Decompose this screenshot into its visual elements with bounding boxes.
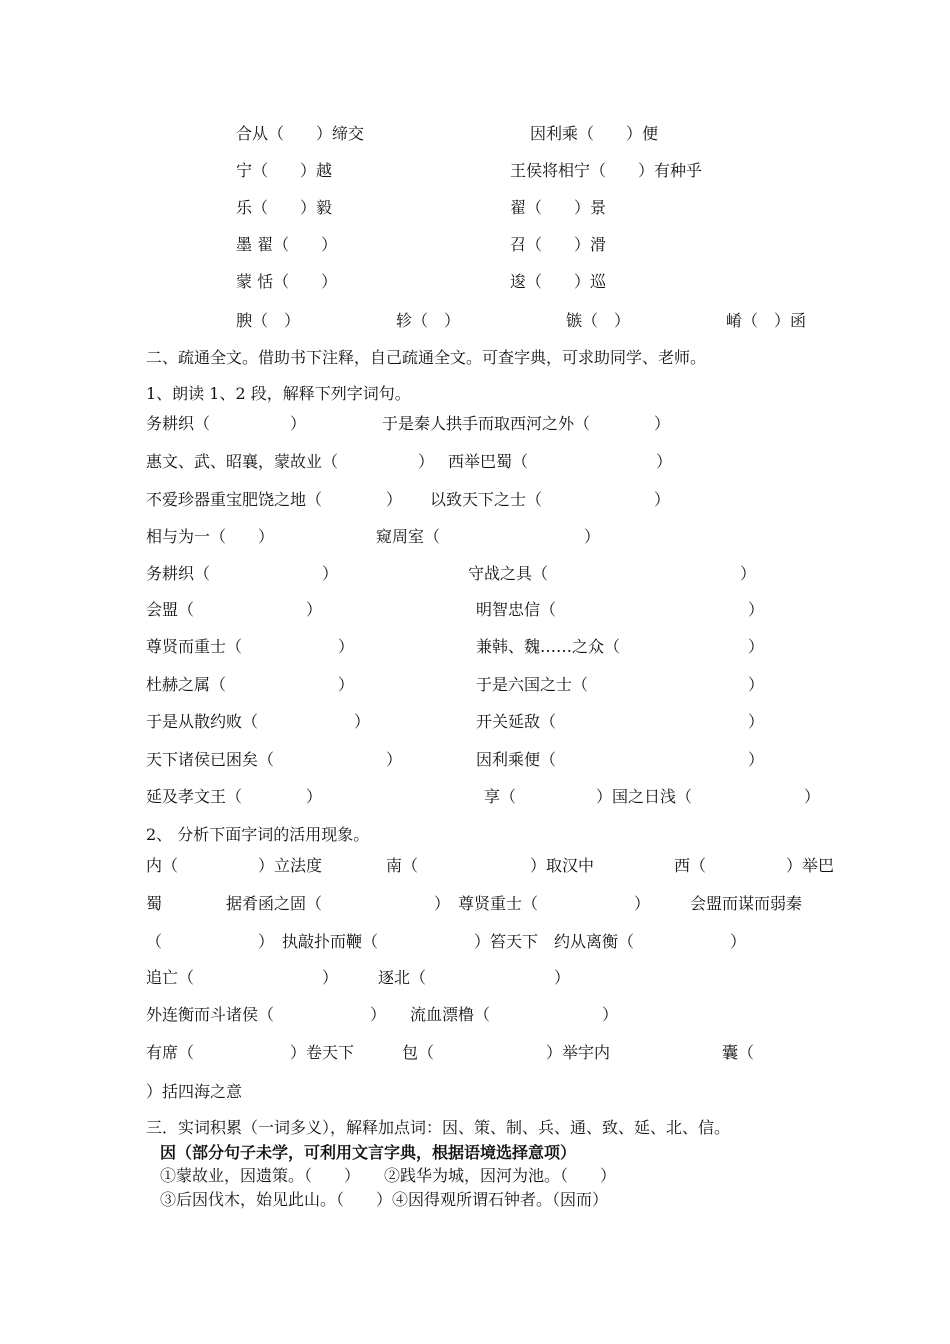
phrase-item: 窥周室（ ） [376, 527, 601, 546]
word-item: 因利乘（ ）便 [530, 124, 659, 143]
word-item: 墨 翟（ ） [236, 235, 338, 254]
phrase-item: 务耕织（ ） [146, 564, 339, 583]
phrase-item: 于是六国之士（ ） [476, 675, 765, 694]
usage-line: 有席（ ）卷天下 包（ ）举宇内 囊（ [146, 1043, 755, 1062]
word-item: 王侯将相宁（ ）有种乎 [510, 161, 703, 180]
phrase-item: 因利乘便（ ） [476, 750, 765, 769]
exercise-line: ③后因伐木，始见此山。（ ）④因得观所谓石钟者。（因而） [160, 1190, 609, 1209]
word-item: 镞（ ） [566, 311, 631, 330]
phrase-item: 务耕织（ ） [146, 414, 307, 433]
phrase-item: 守战之具（ ） [468, 564, 757, 583]
phrase-item: 明智忠信（ ） [476, 600, 765, 619]
phrase-item: 西举巴蜀（ ） [448, 452, 673, 471]
word-item: 翟（ ）景 [510, 198, 607, 217]
word-item: 合从（ ）缔交 [236, 124, 365, 143]
phrase-item: 会盟（ ） [146, 600, 323, 619]
usage-line: 蜀 据肴函之固（ ） 尊贤重士（ ） 会盟而谋而弱秦 [146, 894, 803, 913]
word-item: 腴（ ） [236, 311, 301, 330]
usage-line: ）括四海之意 [146, 1082, 243, 1101]
phrase-item: 惠文、武、昭襄，蒙故业（ ） [146, 452, 435, 471]
phrase-item: 开关延敌（ ） [476, 712, 765, 731]
phrase-item: 尊贤而重士（ ） [146, 637, 355, 656]
usage-line: （ ） 执敲扑而鞭（ ）笞天下 约从离衡（ ） [146, 932, 747, 951]
word-item: 逡（ ）巡 [510, 272, 607, 291]
phrase-item: 享（ ）国之日浅（ ） [484, 787, 821, 806]
usage-line: 内（ ）立法度 南（ ）取汉中 西（ ）举巴 [146, 856, 835, 875]
phrase-item: 不爱珍器重宝肥饶之地（ ） [146, 490, 403, 509]
question-title: 1、朗读 1、2 段，解释下列字词句。 [146, 384, 411, 403]
section-heading: 三．实词积累（一词多义），解释加点词：因、策、制、兵、通、致、延、北、信。 [146, 1118, 731, 1137]
subsection-heading: 因（部分句子未学，可利用文言字典，根据语境选择意项） [160, 1143, 577, 1162]
phrase-item: 于是从散约败（ ） [146, 712, 371, 731]
phrase-item: 于是秦人拱手而取西河之外（ ） [382, 414, 671, 433]
question-title: 2、 分析下面字词的活用现象。 [146, 825, 370, 844]
word-item: 召（ ）滑 [510, 235, 607, 254]
phrase-item: 以致天下之士（ ） [430, 490, 671, 509]
phrase-item: 延及孝文王（ ） [146, 787, 323, 806]
word-item: 乐（ ）毅 [236, 198, 333, 217]
section-heading: 二、疏通全文。借助书下注释，自己疏通全文。可查字典，可求助同学、老师。 [146, 348, 707, 367]
word-item: 轸（ ） [396, 311, 461, 330]
usage-line: 外连衡而斗诸侯（ ） 流血漂橹（ ） [146, 1005, 619, 1024]
usage-line: 追亡（ ） 逐北（ ） [146, 968, 571, 987]
phrase-item: 兼韩、魏……之众（ ） [476, 637, 765, 656]
exercise-line: ①蒙故业，因遗策。（ ） ②践华为城，因河为池。（ ） [160, 1166, 617, 1185]
phrase-item: 相与为一（ ） [146, 527, 275, 546]
word-item: 崤（ ）函 [726, 311, 807, 330]
phrase-item: 天下诸侯已困矣（ ） [146, 750, 403, 769]
word-item: 宁（ ）越 [236, 161, 333, 180]
word-item: 蒙 恬（ ） [236, 272, 338, 291]
phrase-item: 杜赫之属（ ） [146, 675, 355, 694]
